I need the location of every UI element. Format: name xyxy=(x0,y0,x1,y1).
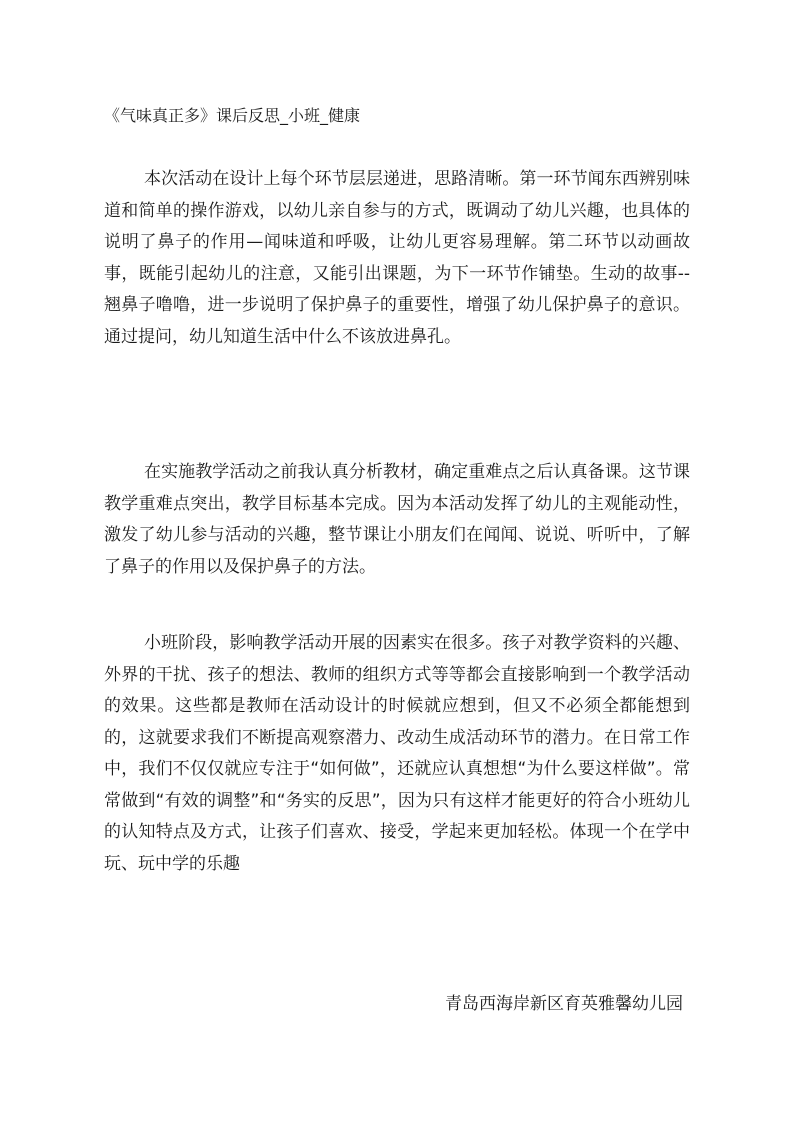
paragraph-activity-design: 本次活动在设计上每个环节层层递进，思路清晰。第一环节闻东西辨别味道和简单的操作游戏，以幼儿亲自参与的方式，既调动了幼儿兴趣，也具体的说明了鼻子的作用—闻味道和呼吸，让幼儿更容易理解。第二环节以动画故事，既能引起幼儿的注意，又能引出课题，为下一环节作铺垫。生动的故事--翘鼻子噜噜，进一步说明了保护鼻子的重要性，增强了幼儿保护鼻子的意识。通过提问，幼儿知道生活中什么不该放进鼻孔。 xyxy=(104,169,690,347)
paragraph-teaching-preparation: 在实施教学活动之前我认真分析教材，确定重难点之后认真备课。这节课教学重难点突出，教学目标基本完成。因为本活动发挥了幼儿的主观能动性，激发了幼儿参与活动的兴趣，整节课让小朋友们在闻闻、说说、听听中，了解了鼻子的作用以及保护鼻子的方法。 xyxy=(104,462,690,577)
paragraph-reflection: 小班阶段，影响教学活动开展的因素实在很多。孩子对教学资料的兴趣、外界的干扰、孩子的想法、教师的组织方式等等都会直接影响到一个教学活动的效果。这些都是教师在活动设计的时候就应想到，但又不必须全都能想到的，这就要求我们不断提高观察潜力、改动生成活动环节的潜力。在日常工作中，我们不仅仅就应专注于“如何做”，还就应认真想想“为什么要这样做”。常常做到“有效的调整”和“务实的反思”，因为只有这样才能更好的符合小班幼儿的认知特点及方式，让孩子们喜欢、接受，学起来更加轻松。体现一个在学中玩、玩中学的乐趣 xyxy=(104,633,690,874)
school-signature: 青岛西海岸新区育英雅馨幼儿园 xyxy=(445,994,683,1014)
document-title: 《气味真正多》课后反思_小班_健康 xyxy=(104,106,361,125)
